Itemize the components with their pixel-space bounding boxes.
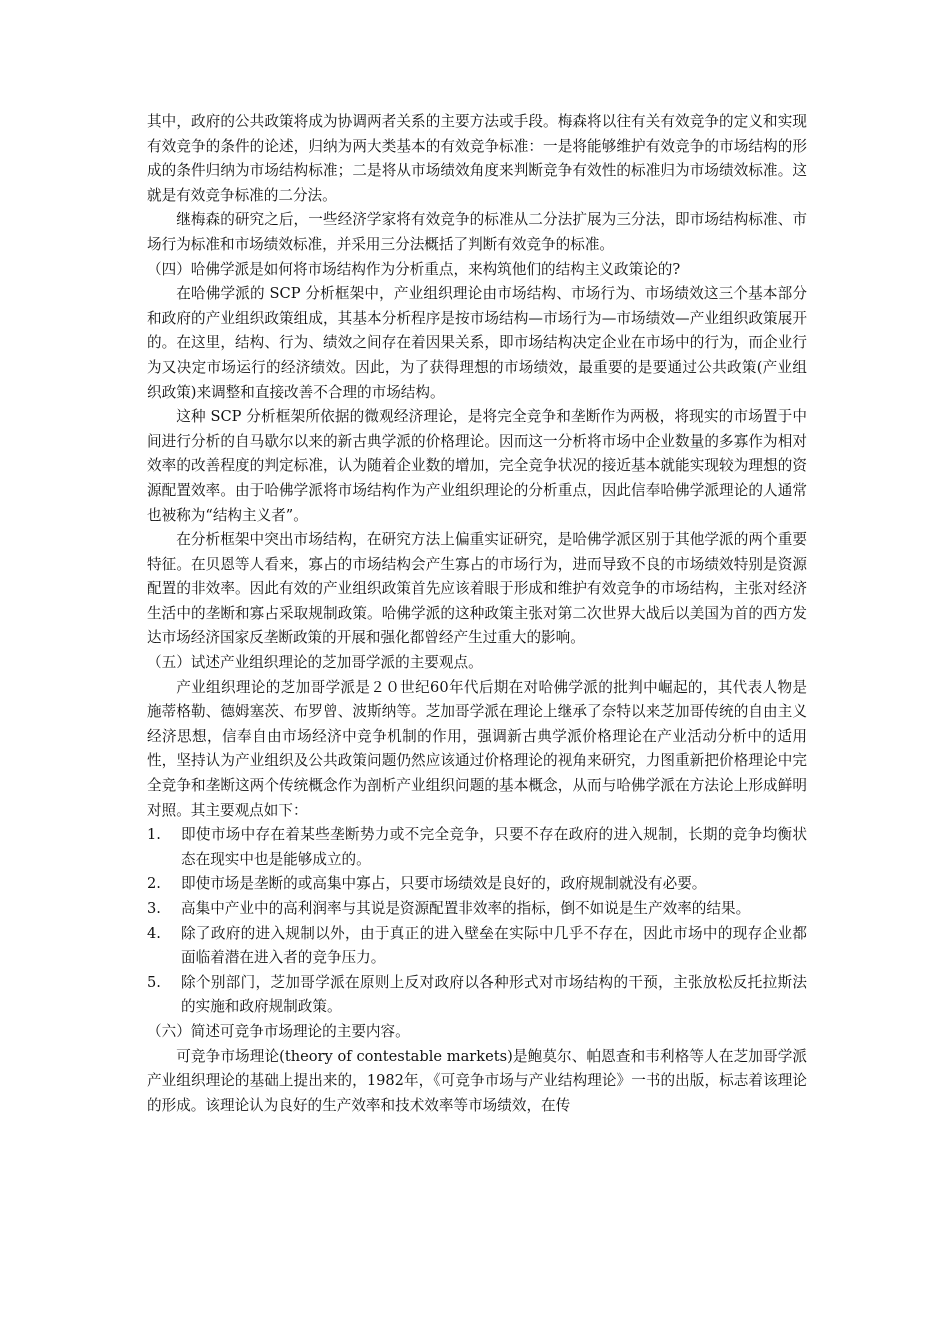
chicago-school-points-list <box>147 823 807 1020</box>
list-item-text: 除了政府的进入规制以外，由于真正的进入壁垒在实际中几乎不存在，因此市场中的现存企业都面临着潜在进入者的竞争压力。 <box>181 924 807 967</box>
list-item-text: 即使市场是垄断的或高集中寡占，只要市场绩效是良好的，政府规制就没有必要。 <box>181 875 707 893</box>
list-item <box>147 823 807 872</box>
list-item-number: 2. <box>147 875 161 893</box>
section-5-paragraph: 产业组织理论的芝加哥学派是２０世纪60年代后期在对哈佛学派的批判中崛起的，其代表人物是施蒂格勒、德姆塞茨、布罗曾、波斯纳等。芝加哥学派在理论上继承了奈特以来芝加哥传统的自由主义经济思想，信奉自由市场经济中竞争机制的作用，强调新古典学派价格理论在产业活动分析中的适用性，坚持认为产业组织及公共政策问题仍然应该通过价格理论的视角来研究，力图重新把价格理论中完全竞争和垄断这两个传统概念作为剖析产业组织问题的基本概念，从而与哈佛学派在方法论上形成鲜明对照。其主要观点如下： <box>147 678 807 819</box>
section-4-paragraph-2: 这种 SCP 分析框架所依据的微观经济理论，是将完全竞争和垄断作为两极，将现实的市场置于中间进行分析的自马歇尔以来的新古典学派的价格理论。因而这一分析将市场中企业数量的多寡作为相对效率的改善程度的判定标准，认为随着企业数的增加，完全竞争状况的接近基本就能实现较为理想的资源配置效率。由于哈佛学派将市场结构作为产业组织理论的分析重点，因此信奉哈佛学派理论的人通常也被称为“结构主义者”。 <box>147 408 807 524</box>
list-item <box>147 872 807 897</box>
document-page <box>147 110 807 1118</box>
section-4-heading: （四）哈佛学派是如何将市场结构作为分析重点，来构筑他们的结构主义政策论的? <box>147 260 681 278</box>
list-item-number: 4. <box>147 924 161 942</box>
list-item-number: 3. <box>147 900 161 917</box>
intro-paragraph-2: 继梅森的研究之后，一些经济学家将有效竞争的标准从二分法扩展为三分法，即市场结构标准、市场行为标准和市场绩效标准，并采用三分法概括了判断有效竞争的标准。 <box>147 211 807 253</box>
section-5-heading: （五）试述产业组织理论的芝加哥学派的主要观点。 <box>147 654 483 672</box>
section-6-paragraph: 可竞争市场理论(theory of contestable markets)是鲍莫尔、帕恩查和韦利格等人在芝加哥学派产业组织理论的基础上提出来的，1982年，《可竞争市场与产业结构理论》一书的出版，标志着该理论的形成。该理论认为良好的生产效率和技术效率等市场绩效，在传 <box>147 1047 807 1114</box>
section-6-heading: （六）简述可竞争市场理论的主要内容。 <box>147 1022 410 1040</box>
list-item-text: 高集中产业中的高利润率与其说是资源配置非效率的指标，倒不如说是生产效率的结果。 <box>181 900 751 917</box>
list-item-text: 除个别部门，芝加哥学派在原则上反对政府以各种形式对市场结构的干预，主张放松反托拉斯法的实施和政府规制政策。 <box>181 973 807 1016</box>
intro-paragraph-1: 其中，政府的公共政策将成为协调两者关系的主要方法或手段。梅森将以往有关有效竞争的定义和实现有效竞争的条件的论述，归纳为两大类基本的有效竞争标准：一是将能够维护有效竞争的市场结构的形成的条件归纳为市场结构标准；二是将从市场绩效角度来判断竞争有效性的标准归为市场绩效标准。这就是有效竞争标准的二分法。 <box>147 113 807 204</box>
list-item <box>147 971 807 1020</box>
list-item <box>147 922 807 971</box>
section-4-paragraph-3: 在分析框架中突出市场结构，在研究方法上偏重实证研究，是哈佛学派区别于其他学派的两个重要特征。在贝恩等人看来，寡占的市场结构会产生寡占的市场行为，进而导致不良的市场绩效特别是资源配置的非效率。因此有效的产业组织政策首先应该着眼于形成和维护有效竞争的市场结构，主张对经济生活中的垄断和寡占采取规制政策。哈佛学派的这种政策主张对第二次世界大战后以美国为首的西方发达市场经济国家反垄断政策的开展和强化都曾经产生过重大的影响。 <box>147 531 807 647</box>
list-item-number: 5. <box>147 973 161 991</box>
list-item-number: 1. <box>147 826 161 844</box>
section-4-paragraph-1: 在哈佛学派的 SCP 分析框架中，产业组织理论由市场结构、市场行为、市场绩效这三个基本部分和政府的产业组织政策组成，其基本分析程序是按市场结构—市场行为—市场绩效—产业组织政策展开的。在这里，结构、行为、绩效之间存在着因果关系，即市场结构决定企业在市场中的行为，而企业行为又决定市场运行的经济绩效。因此，为了获得理想的市场绩效，最重要的是要通过公共政策(产业组织政策)来调整和直接改善不合理的市场结构。 <box>147 285 807 401</box>
list-item-text: 即使市场中存在着某些垄断势力或不完全竞争，只要不存在政府的进入规制，长期的竞争均衡状态在现实中也是能够成立的。 <box>181 826 807 868</box>
list-item <box>147 897 807 922</box>
